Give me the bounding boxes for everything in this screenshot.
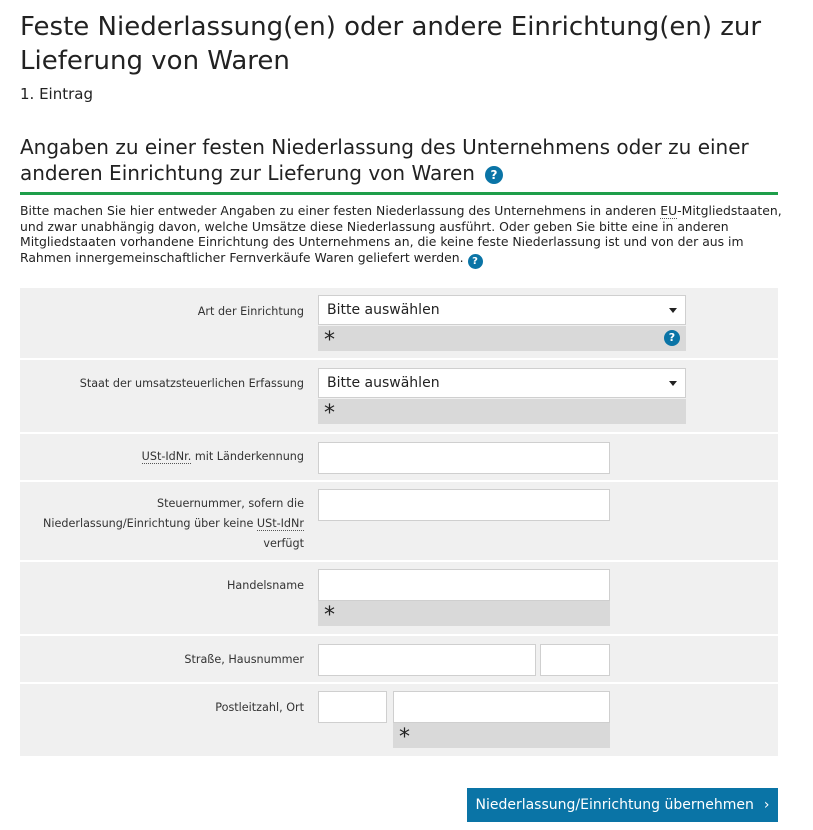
required-indicator: * xyxy=(318,399,686,424)
establishment-form xyxy=(20,288,778,758)
label-ustid: USt-IdNr. mit Länderkennung xyxy=(141,450,304,463)
row-handelsname xyxy=(20,562,778,636)
intro-text: Bitte machen Sie hier entweder Angaben zu einer festen Niederlassung des Unternehmens in anderen EU-Mitgliedstaaten, und zwar unabhängig davon, welche Umsätze diese Niederlassung ausführt. Oder geben Sie bitte eine in anderen Mitgliedstaaten vorhandene Einrichtung des Unternehmens an, die keine feste Niederlassung ist und von der aus im Rahmen innergemeinschaftlicher Fernverkäufe Waren geliefert werden. ? xyxy=(20,203,782,267)
input-strasse[interactable] xyxy=(318,644,536,676)
input-plz[interactable] xyxy=(318,691,387,723)
input-steuernummer[interactable] xyxy=(318,489,610,521)
label-steuernummer: Steuernummer, sofern die Niederlassung/Einrichtung über keine USt-IdNr verfügt xyxy=(43,497,304,550)
select-art[interactable] xyxy=(318,295,686,325)
select-staat[interactable] xyxy=(318,368,686,398)
label-staat: Staat der umsatzsteuerlichen Erfassung xyxy=(79,377,304,390)
row-plz-ort xyxy=(20,684,778,758)
abbr-ustid: USt-IdNr. xyxy=(141,450,192,463)
row-strasse xyxy=(20,636,778,684)
section-title-text: Angaben zu einer festen Niederlassung des Unternehmens oder zu einer anderen Einrichtung zur Lieferung von Waren xyxy=(20,135,749,185)
help-icon[interactable]: ? xyxy=(664,330,680,346)
required-indicator: * ? xyxy=(318,326,686,351)
page-title: Feste Niederlassung(en) oder andere Einrichtung(en) zur Lieferung von Waren xyxy=(20,12,762,76)
input-handelsname[interactable] xyxy=(318,569,610,601)
abbr-eu: EU xyxy=(660,203,678,218)
label-plz-ort: Postleitzahl, Ort xyxy=(215,701,304,714)
section-divider xyxy=(20,192,778,195)
input-hausnummer[interactable] xyxy=(540,644,610,676)
select-art-value: Bitte auswählen xyxy=(327,302,440,318)
chevron-down-icon xyxy=(669,308,677,313)
submit-establishment-button[interactable]: Niederlassung/Einrichtung übernehmen › xyxy=(467,788,778,822)
label-art: Art der Einrichtung xyxy=(197,305,304,318)
input-ort[interactable] xyxy=(393,691,610,723)
section-title xyxy=(20,134,780,186)
required-indicator: * xyxy=(318,601,610,626)
label-handelsname: Handelsname xyxy=(226,579,304,592)
row-staat xyxy=(20,360,778,434)
required-indicator: * xyxy=(393,723,610,748)
row-art xyxy=(20,288,778,360)
help-icon[interactable]: ? xyxy=(485,166,503,184)
abbr-ustidnr: USt-IdNr xyxy=(256,517,304,530)
chevron-down-icon xyxy=(669,381,677,386)
row-steuernummer xyxy=(20,482,778,562)
select-staat-value: Bitte auswählen xyxy=(327,375,440,391)
help-icon[interactable]: ? xyxy=(468,254,483,269)
row-ustid xyxy=(20,434,778,482)
chevron-right-icon: › xyxy=(763,797,770,813)
label-strasse: Straße, Hausnummer xyxy=(184,653,304,666)
input-ustid[interactable] xyxy=(318,442,610,474)
entry-number: 1. Eintrag xyxy=(20,85,93,103)
